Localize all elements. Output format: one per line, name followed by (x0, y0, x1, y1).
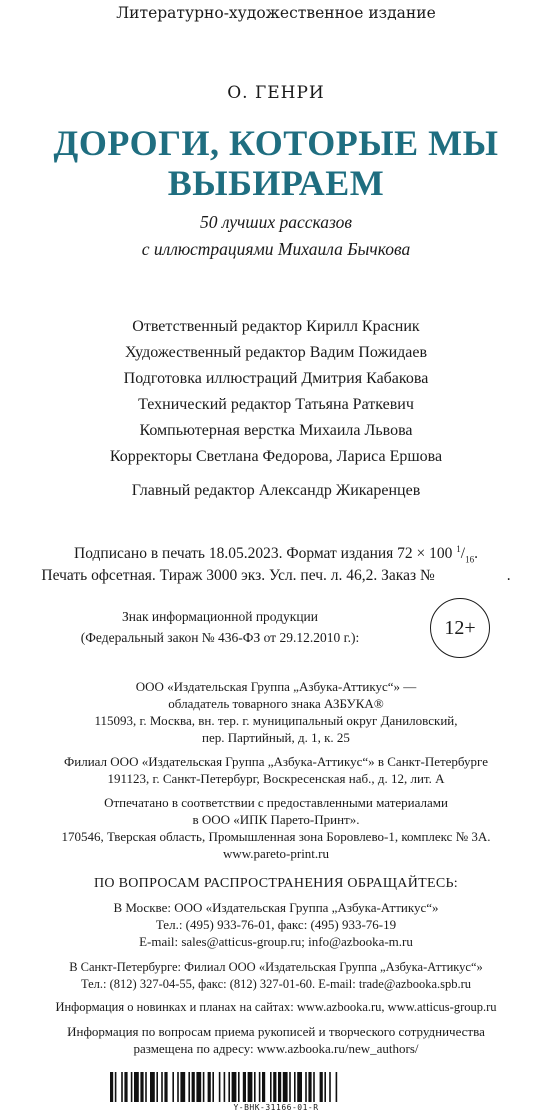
publisher-line: обладатель товарного знака АЗБУКА® (168, 696, 384, 711)
edition-type: Литературно-художественное издание (116, 4, 436, 22)
credit-line: Корректоры Светлана Федорова, Лариса Ершова (109, 448, 443, 465)
manuscripts-line: размещена по адресу: www.azbooka.ru/new_authors/ (133, 1041, 419, 1056)
printer-line: www.pareto-print.ru (222, 846, 329, 861)
branch-line: Филиал ООО «Издательская Группа „Азбука-Аттикус“» в Санкт-Петербурге (64, 754, 488, 769)
print-info-line-1: Подписано в печать 18.05.2023. Формат издания 72 × 100 $^1/_{16}$. (74, 544, 478, 565)
age-label-line-1: Знак информационной продукции (121, 609, 319, 624)
publisher-line: ООО «Издательская Группа „Азбука-Аттикус“» — (135, 679, 417, 694)
credit-line: Технический редактор Татьяна Раткевич (138, 396, 414, 413)
credit-line: Художественный редактор Вадим Пожидаев (124, 344, 428, 361)
credit-line: Ответственный редактор Кирилл Красник (132, 318, 420, 335)
printer-line: Отпечатано в соответствии с предоставленными материалами (104, 795, 448, 810)
moscow-line: В Москве: ООО «Издательская Группа „Азбука-Аттикус“» (113, 900, 439, 915)
publisher-line: 115093, г. Москва, вн. тер. г. муниципальный округ Даниловский, (94, 713, 458, 728)
credit-line: Компьютерная верстка Михаила Львова (139, 422, 413, 439)
websites-info: Информация о новинках и планах на сайтах: www.azbooka.ru, www.atticus-group.ru (55, 1000, 497, 1014)
age-rating-badge: 12+ (430, 598, 490, 658)
age-label-line-2: (Федеральный закон № 436-ФЗ от 29.12.2010 г.): (80, 630, 360, 645)
barcode (110, 1072, 442, 1102)
moscow-line: E-mail: sales@atticus-group.ru; info@azbooka-m.ru (139, 934, 413, 949)
spb-line: Тел.: (812) 327-04-55, факс: (812) 327-01-60. E-mail: trade@azbooka.spb.ru (80, 977, 472, 991)
manuscripts-line: Информация по вопросам приема рукописей и творческого сотрудничества (67, 1024, 485, 1039)
branch-line: 191123, г. Санкт-Петербург, Воскресенская наб., д. 12, лит. А (107, 771, 445, 786)
spb-line: В Санкт-Петербурге: Филиал ООО «Издательская Группа „Азбука-Аттикус“» (69, 960, 483, 974)
printer-line: 170546, Тверская область, Промышленная зона Боровлево-1, комплекс № 3А. (61, 829, 491, 844)
printer-line: в ООО «ИПК Парето-Принт». (192, 812, 360, 827)
subtitle-line-2: с иллюстрациями Михаила Бычкова (141, 239, 411, 259)
barcode-number: Y-BHK-31166-01-R (233, 1103, 319, 1112)
distribution-heading: ПО ВОПРОСАМ РАСПРОСТРАНЕНИЯ ОБРАЩАЙТЕСЬ: (94, 876, 458, 891)
book-title-line-1: ДОРОГИ, КОТОРЫЕ МЫ (53, 123, 499, 163)
moscow-line: Тел.: (495) 933-76-01, факс: (495) 933-76-19 (155, 917, 397, 932)
print-info-line-2: Печать офсетная. Тираж 3000 экз. Усл. печ. л. 46,2. Заказ № . (41, 567, 511, 584)
author-name: О. ГЕНРИ (227, 83, 325, 103)
chief-editor: Главный редактор Александр Жикаренцев (131, 482, 421, 499)
book-title-line-2: ВЫБИРАЕМ (167, 163, 385, 203)
publisher-line: пер. Партийный, д. 1, к. 25 (202, 730, 350, 745)
subtitle-line-1: 50 лучших рассказов (200, 212, 352, 232)
credit-line: Подготовка иллюстраций Дмитрия Кабакова (123, 370, 429, 387)
